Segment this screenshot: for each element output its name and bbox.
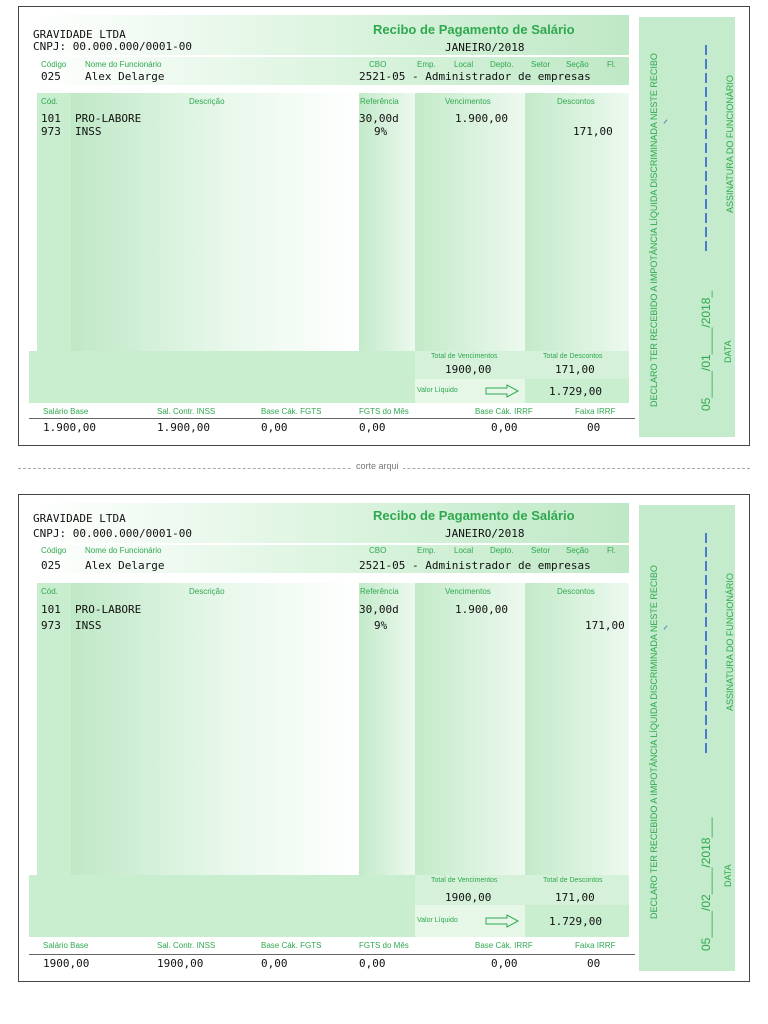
receipt-title: Recibo de Pagamento de Salário	[373, 508, 575, 523]
th-referencia: Referência	[360, 587, 399, 596]
declaration-text: DECLARO TER RECEBIDO A IMPOTÂNCIA LÍQUIDA DISCRIMINADA NESTE RECIBO	[649, 565, 659, 919]
period: JANEIRO/2018	[445, 527, 525, 540]
label-nome: Nome do Funcionário	[85, 546, 162, 555]
date-text: 05____/01____/2018_	[699, 290, 713, 411]
th-referencia: Referência	[360, 97, 399, 106]
th-descontos: Descontos	[557, 97, 595, 106]
label-fgts-mes: FGTS do Mês	[359, 407, 409, 416]
col-vencimentos	[415, 583, 525, 875]
total-vencimentos: 1900,00	[445, 891, 492, 904]
th-cod: Cód.	[41, 97, 58, 106]
th-vencimentos: Vencimentos	[445, 97, 491, 106]
label-local: Local	[454, 546, 474, 555]
label-codigo: Código	[41, 546, 67, 555]
employee-cbo: 2521-05 - Administrador de empresas	[359, 559, 591, 572]
label-fgts-mes: FGTS do Mês	[359, 941, 409, 950]
total-vencimentos: 1900,00	[445, 363, 492, 376]
row-desc: INSS	[75, 619, 102, 632]
payslip-receipt-2	[18, 494, 750, 982]
th-vencimentos: Vencimentos	[445, 587, 491, 596]
fgts-mes: 0,00	[359, 421, 386, 434]
signature-mark-icon: ᐟ	[663, 117, 669, 131]
signature-line	[705, 45, 707, 255]
label-total-desc: Total de Descontos	[543, 353, 603, 360]
faixa-irrf: 00	[587, 957, 601, 970]
row-ref: 9%	[374, 619, 388, 632]
row-desc-val: 171,00	[585, 619, 625, 632]
company-name: GRAVIDADE LTDA	[33, 512, 126, 525]
row-desc: INSS	[75, 125, 102, 138]
label-fl: Fl.	[607, 546, 616, 555]
salario-base: 1.900,00	[43, 421, 96, 434]
label-base-calc-irrf: Base Cák. IRRF	[475, 407, 533, 416]
sal-contr-inss: 1.900,00	[157, 421, 210, 434]
col-descricao	[71, 583, 359, 875]
fgts-mes: 0,00	[359, 957, 386, 970]
label-base-calc-fgts: Base Cák. FGTS	[261, 407, 322, 416]
label-faixa-irrf: Faixa IRRF	[575, 407, 616, 416]
th-descontos: Descontos	[557, 587, 595, 596]
row-desc-val: 171,00	[573, 125, 613, 138]
employee-name: Alex Delarge	[85, 559, 165, 572]
valor-liquido: 1.729,00	[549, 385, 602, 398]
label-codigo: Código	[41, 60, 67, 69]
employee-code: 025	[41, 559, 61, 572]
totals-left-band	[29, 875, 415, 937]
label-secao: Seção	[566, 546, 589, 555]
label-sal-contr-inss: Sal. Contr. INSS	[157, 407, 216, 416]
label-fl: Fl.	[607, 60, 616, 69]
employee-cbo: 2521-05 - Administrador de empresas	[359, 70, 591, 83]
date-label: DATA	[723, 340, 733, 363]
total-descontos: 171,00	[555, 891, 595, 904]
arrow-right-icon	[485, 914, 519, 928]
employee-name: Alex Delarge	[85, 70, 165, 83]
row-cod: 973	[41, 125, 61, 138]
th-descricao: Descrição	[189, 587, 225, 596]
company-name: GRAVIDADE LTDA	[33, 28, 126, 41]
row-ref: 30,00d	[359, 603, 399, 616]
label-setor: Setor	[531, 60, 551, 69]
label-valor-liquido: Valor Líquido	[417, 917, 458, 924]
row-cod: 101	[41, 603, 61, 616]
label-base-calc-irrf: Base Cák. IRRF	[475, 941, 533, 950]
company-cnpj: CNPJ: 00.000.000/0001-00	[33, 527, 192, 540]
row-ref: 30,00d	[359, 112, 399, 125]
cut-label: corte arqui	[352, 461, 403, 471]
th-descricao: Descrição	[189, 97, 225, 106]
base-calc-fgts: 0,00	[261, 957, 288, 970]
label-salario-base: Salário Base	[43, 407, 89, 416]
row-venc: 1.900,00	[455, 603, 508, 616]
signature-label: ASSINATURA DO FUNCIONÁRIO	[725, 573, 735, 711]
label-total-venc: Total de Vencimentos	[431, 353, 498, 360]
signature-mark-icon: ᐟ	[663, 623, 669, 637]
label-local: Local	[454, 60, 474, 69]
receipt-title: Recibo de Pagamento de Salário	[373, 22, 575, 37]
label-nome: Nome do Funcionário	[85, 60, 162, 69]
employee-code: 025	[41, 70, 61, 83]
sal-contr-inss: 1900,00	[157, 957, 204, 970]
col-descricao	[71, 93, 359, 351]
total-descontos: 171,00	[555, 363, 595, 376]
label-depto: Depto.	[490, 60, 514, 69]
row-cod: 973	[41, 619, 61, 632]
base-calc-fgts: 0,00	[261, 421, 288, 434]
bases-divider	[29, 954, 635, 955]
bases-divider	[29, 418, 635, 419]
label-salario-base: Salário Base	[43, 941, 89, 950]
signature-label: ASSINATURA DO FUNCIONÁRIO	[725, 75, 735, 213]
row-desc: PRO-LABORE	[75, 603, 142, 616]
label-cbo: CBO	[369, 60, 387, 69]
base-calc-irrf: 0,00	[491, 421, 518, 434]
signature-line	[705, 533, 707, 755]
label-valor-liquido: Valor Líquido	[417, 387, 458, 394]
label-total-desc: Total de Descontos	[543, 877, 603, 884]
label-cbo: CBO	[369, 546, 387, 555]
row-ref: 9%	[374, 125, 388, 138]
arrow-right-icon	[485, 384, 519, 398]
row-venc: 1.900,00	[455, 112, 508, 125]
row-cod: 101	[41, 112, 61, 125]
label-sal-contr-inss: Sal. Contr. INSS	[157, 941, 216, 950]
valor-liquido: 1.729,00	[549, 915, 602, 928]
label-emp: Emp.	[417, 546, 436, 555]
date-text: 05____/02____/2018___	[699, 817, 713, 951]
label-total-venc: Total de Vencimentos	[431, 877, 498, 884]
base-calc-irrf: 0,00	[491, 957, 518, 970]
salario-base: 1900,00	[43, 957, 90, 970]
label-faixa-irrf: Faixa IRRF	[575, 941, 616, 950]
period: JANEIRO/2018	[445, 41, 525, 54]
col-vencimentos	[415, 93, 525, 351]
label-emp: Emp.	[417, 60, 436, 69]
th-cod: Cód.	[41, 587, 58, 596]
label-depto: Depto.	[490, 546, 514, 555]
totals-left-band	[29, 351, 415, 403]
label-base-calc-fgts: Base Cák. FGTS	[261, 941, 322, 950]
row-desc: PRO-LABORE	[75, 112, 142, 125]
faixa-irrf: 00	[587, 421, 601, 434]
label-setor: Setor	[531, 546, 551, 555]
payslip-receipt-1	[18, 6, 750, 446]
date-label: DATA	[723, 864, 733, 887]
company-cnpj: CNPJ: 00.000.000/0001-00	[33, 40, 192, 53]
declaration-text: DECLARO TER RECEBIDO A IMPOTÂNCIA LÍQUIDA DISCRIMINADA NESTE RECIBO	[649, 53, 659, 407]
label-secao: Seção	[566, 60, 589, 69]
